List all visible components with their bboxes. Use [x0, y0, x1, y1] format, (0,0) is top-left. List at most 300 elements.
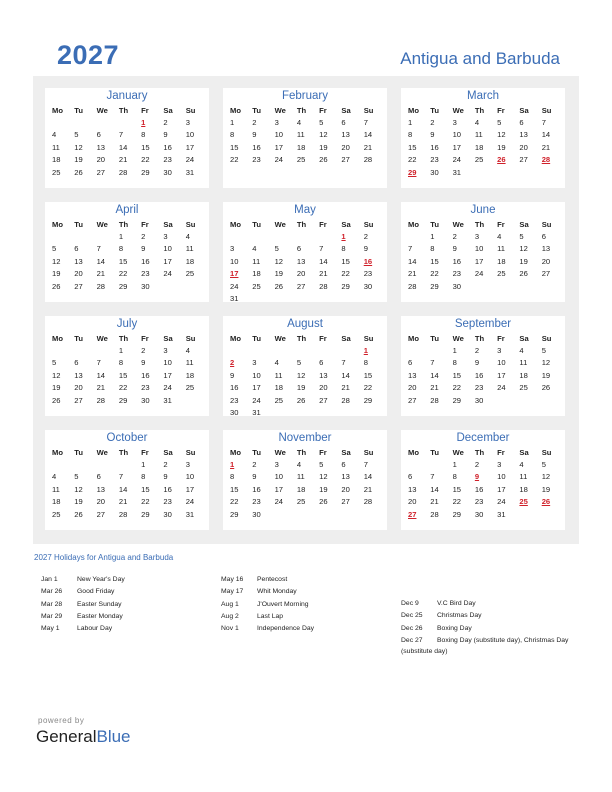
day-cell: 10 [185, 130, 195, 140]
day-cell: 29 [452, 509, 462, 519]
day-cell: 25 [52, 509, 61, 519]
day-cell: 18 [519, 370, 528, 380]
month-name: October [106, 432, 148, 444]
month-name: April [115, 204, 139, 216]
day-cell: 7 [363, 460, 368, 469]
day-cell: 3 [185, 118, 190, 127]
holiday-date: May 16 [221, 576, 244, 583]
holiday-date: May 1 [41, 625, 60, 633]
empty-cell [227, 345, 249, 357]
day-cell: 27 [74, 395, 83, 405]
day-cell: 24 [163, 383, 172, 393]
empty-cell [249, 231, 271, 243]
weekday-label: Th [474, 448, 485, 457]
day-cell: 20 [341, 142, 350, 152]
day-cell: 30 [474, 395, 484, 405]
day-cell: 26 [274, 281, 284, 291]
day-cell: 27 [408, 395, 417, 405]
empty-cell [338, 345, 360, 357]
day-cell: 12 [52, 256, 61, 266]
day-cell: 27 [296, 281, 306, 291]
day-grid [45, 117, 209, 179]
day-cell: 30 [141, 281, 150, 291]
weekday-label: Mo [230, 220, 241, 229]
day-cell: 10 [163, 358, 172, 368]
weekday-label: Th [118, 220, 129, 229]
weekday-header [223, 333, 387, 345]
day-cell: 25 [185, 269, 195, 279]
weekday-header [223, 105, 387, 117]
day-cell: 21 [96, 269, 106, 279]
day-cell: 8 [452, 472, 457, 482]
holiday-date: Dec 27 [401, 636, 423, 644]
day-cell: 16 [252, 142, 261, 152]
month-name: August [287, 318, 323, 330]
day-cell: 17 [163, 256, 172, 266]
day-cell: 10 [452, 130, 462, 140]
holiday-day-cell: 1 [230, 460, 235, 469]
month-august [223, 316, 387, 416]
day-cell: 15 [230, 142, 239, 152]
holiday-name: Independence Day [257, 625, 315, 633]
holiday-row [41, 599, 211, 611]
day-cell: 5 [52, 244, 57, 254]
day-cell: 18 [185, 256, 195, 266]
day-cell: 20 [296, 269, 306, 279]
day-cell: 14 [363, 130, 373, 140]
day-cell: 17 [497, 484, 506, 494]
day-cell: 5 [274, 244, 279, 254]
month-february [223, 88, 387, 188]
day-cell: 23 [163, 497, 172, 507]
day-cell: 19 [274, 269, 284, 279]
holiday-date: May 17 [221, 588, 244, 596]
day-cell: 13 [408, 484, 417, 494]
calendar-panel [33, 76, 579, 544]
day-cell: 22 [452, 497, 462, 507]
day-cell: 13 [341, 472, 350, 482]
holiday-row [41, 574, 211, 586]
day-cell: 1 [452, 346, 457, 355]
day-cell: 16 [141, 370, 150, 380]
day-cell: 28 [430, 509, 439, 519]
holiday-date: Dec 25 [401, 612, 423, 620]
day-cell: 18 [52, 497, 61, 507]
empty-cell [116, 117, 138, 129]
day-cell: 6 [96, 130, 101, 140]
day-cell: 6 [341, 460, 346, 469]
weekday-label: We [96, 220, 108, 229]
day-cell: 23 [163, 155, 172, 165]
weekday-label: We [452, 334, 464, 343]
day-cell: 13 [96, 142, 106, 152]
day-cell: 25 [497, 269, 506, 279]
day-cell: 17 [274, 484, 284, 494]
weekday-label: Mo [230, 106, 241, 115]
day-cell: 26 [74, 509, 83, 519]
day-cell: 22 [363, 383, 373, 393]
day-cell: 29 [141, 509, 150, 519]
day-cell: 10 [185, 472, 195, 482]
day-cell: 10 [274, 130, 284, 140]
holiday-name: Labour Day [77, 625, 113, 633]
day-cell: 12 [497, 130, 506, 140]
day-cell: 10 [230, 256, 239, 266]
holiday-row [221, 586, 391, 598]
day-cell: 14 [341, 370, 350, 380]
day-cell: 24 [274, 497, 284, 507]
day-cell: 28 [319, 281, 328, 291]
day-cell: 15 [452, 484, 462, 494]
day-cell: 3 [163, 346, 168, 355]
day-cell: 19 [541, 484, 551, 494]
weekday-header [401, 447, 565, 459]
holiday-name: Last Lap [257, 612, 284, 620]
day-cell: 3 [274, 460, 279, 469]
day-cell: 11 [296, 472, 305, 482]
day-cell: 11 [52, 484, 60, 494]
day-cell: 6 [319, 358, 324, 368]
weekday-label: Fr [141, 334, 149, 343]
day-cell: 4 [497, 232, 502, 241]
weekday-label: Th [296, 106, 307, 115]
empty-cell [94, 459, 116, 471]
empty-cell [71, 231, 93, 243]
day-cell: 12 [519, 244, 528, 254]
day-cell: 22 [141, 155, 150, 165]
empty-cell [49, 345, 71, 357]
day-cell: 29 [341, 281, 350, 291]
day-cell: 6 [74, 244, 79, 254]
weekday-label: Th [474, 334, 485, 343]
day-cell: 2 [252, 460, 257, 469]
weekday-label: Fr [319, 334, 327, 343]
day-cell: 6 [541, 232, 546, 241]
empty-cell [405, 345, 427, 357]
month-march [401, 88, 565, 188]
weekday-label: Tu [430, 220, 439, 229]
day-cell: 16 [430, 142, 439, 152]
day-grid [401, 459, 565, 521]
holiday-column-1 [41, 574, 211, 635]
generalblue-logo[interactable] [36, 727, 131, 747]
empty-cell [427, 345, 449, 357]
day-cell: 30 [452, 281, 462, 291]
day-cell: 13 [319, 370, 328, 380]
day-cell: 11 [296, 130, 305, 140]
holiday-name: Boxing Day (substitute day), Christmas Day (substitute day) [401, 636, 569, 655]
day-cell: 3 [274, 118, 279, 127]
weekday-label: Su [541, 220, 552, 229]
day-cell: 24 [163, 269, 172, 279]
weekday-label: Su [185, 334, 196, 343]
day-cell: 18 [296, 484, 306, 494]
weekday-label: Tu [430, 334, 439, 343]
day-cell: 30 [141, 395, 150, 405]
holiday-name: Pentecost [257, 576, 288, 583]
weekday-header [45, 333, 209, 345]
holiday-date: Aug 1 [221, 600, 239, 608]
holiday-day-cell: 9 [474, 472, 480, 482]
weekday-label: Fr [497, 106, 505, 115]
holiday-row [401, 635, 573, 655]
weekday-label: Fr [319, 220, 327, 229]
day-cell: 1 [408, 118, 413, 127]
day-cell: 14 [363, 472, 373, 482]
day-cell: 19 [541, 370, 551, 380]
month-october [45, 430, 209, 530]
day-cell: 22 [118, 269, 128, 279]
day-cell: 6 [408, 472, 413, 482]
month-name: December [456, 432, 510, 444]
day-cell: 12 [319, 472, 328, 482]
day-cell: 21 [408, 269, 417, 279]
day-grid [223, 459, 387, 521]
weekday-label: Sa [341, 334, 351, 343]
day-cell: 10 [497, 472, 506, 482]
day-cell: 20 [74, 383, 83, 393]
day-cell: 28 [430, 395, 439, 405]
holiday-row [221, 611, 391, 623]
day-cell: 27 [541, 269, 551, 279]
day-cell: 31 [185, 167, 195, 177]
weekday-label: We [274, 106, 286, 115]
day-cell: 26 [519, 269, 528, 279]
day-cell: 5 [74, 472, 79, 482]
empty-cell [227, 231, 249, 243]
day-cell: 26 [541, 383, 551, 393]
day-cell: 4 [519, 346, 524, 355]
day-cell: 15 [430, 256, 439, 266]
day-cell: 16 [230, 383, 239, 393]
day-cell: 11 [185, 244, 194, 254]
day-cell: 31 [497, 509, 506, 519]
day-cell: 6 [74, 358, 79, 368]
weekday-label: Su [363, 220, 374, 229]
day-cell: 10 [274, 472, 284, 482]
day-cell: 5 [519, 232, 524, 241]
holiday-day-cell: 27 [408, 509, 417, 519]
day-cell: 3 [230, 244, 235, 254]
weekday-label: Fr [497, 220, 505, 229]
weekday-label: Su [185, 106, 196, 115]
holiday-row [221, 623, 391, 635]
day-cell: 21 [363, 484, 373, 494]
holiday-row [401, 623, 573, 635]
day-cell: 18 [497, 256, 506, 266]
holiday-column-3 [401, 598, 573, 655]
day-cell: 11 [474, 130, 483, 140]
day-cell: 19 [519, 256, 528, 266]
empty-cell [94, 231, 116, 243]
weekday-label: Mo [408, 106, 419, 115]
day-cell: 7 [96, 358, 101, 368]
day-cell: 17 [474, 256, 484, 266]
brand-blue-text: Blue [96, 727, 131, 746]
day-cell: 26 [296, 395, 306, 405]
day-cell: 15 [118, 370, 128, 380]
weekday-label: Th [474, 106, 485, 115]
weekday-label: We [96, 106, 108, 115]
day-cell: 15 [141, 142, 150, 152]
day-cell: 8 [408, 130, 413, 140]
day-cell: 7 [118, 130, 124, 140]
weekday-label: We [274, 448, 286, 457]
day-cell: 30 [163, 167, 172, 177]
day-cell: 13 [296, 256, 306, 266]
day-cell: 18 [52, 155, 61, 165]
weekday-label: Sa [519, 106, 529, 115]
day-cell: 21 [430, 383, 439, 393]
day-cell: 23 [474, 497, 484, 507]
day-cell: 14 [96, 256, 106, 266]
weekday-label: Mo [52, 220, 63, 229]
holiday-date: Dec 26 [401, 624, 423, 632]
day-cell: 7 [319, 244, 324, 254]
day-cell: 28 [363, 155, 373, 165]
day-cell: 9 [163, 130, 168, 140]
day-cell: 1 [430, 232, 435, 241]
weekday-label: We [452, 106, 464, 115]
day-cell: 7 [430, 358, 435, 368]
holiday-row [41, 623, 211, 635]
day-cell: 27 [341, 497, 350, 507]
holiday-name: New Year's Day [77, 576, 125, 583]
day-cell: 26 [52, 281, 61, 291]
weekday-label: Sa [519, 220, 529, 229]
weekday-label: Su [541, 448, 552, 457]
day-cell: 7 [341, 358, 346, 368]
weekday-header [45, 219, 209, 231]
day-cell: 6 [296, 244, 302, 254]
day-cell: 11 [497, 244, 506, 254]
empty-cell [272, 231, 294, 243]
day-cell: 24 [452, 155, 462, 165]
day-cell: 30 [363, 281, 373, 291]
holiday-name: J'Ouvert Morning [257, 600, 309, 608]
day-cell: 31 [230, 293, 239, 303]
weekday-label: Fr [141, 220, 149, 229]
empty-cell [316, 231, 338, 243]
day-grid [45, 459, 209, 521]
day-cell: 17 [163, 370, 172, 380]
month-july [45, 316, 209, 416]
day-cell: 8 [230, 472, 235, 482]
weekday-label: Fr [319, 448, 327, 457]
day-cell: 16 [163, 142, 172, 152]
day-cell: 18 [274, 383, 284, 393]
day-cell: 23 [141, 383, 150, 393]
day-cell: 15 [452, 370, 462, 380]
weekday-label: We [96, 334, 108, 343]
day-cell: 27 [319, 395, 328, 405]
day-cell: 7 [118, 472, 124, 482]
empty-cell [71, 459, 93, 471]
day-grid [45, 231, 209, 293]
day-cell: 6 [408, 358, 413, 368]
day-cell: 12 [274, 256, 284, 266]
day-cell: 2 [452, 232, 457, 241]
weekday-label: Sa [341, 448, 351, 457]
weekday-label: Th [474, 220, 485, 229]
weekday-label: Fr [141, 106, 149, 115]
day-cell: 24 [497, 497, 506, 507]
day-cell: 17 [274, 142, 284, 152]
day-cell: 17 [185, 484, 195, 494]
month-december [401, 430, 565, 530]
day-cell: 2 [141, 232, 146, 241]
empty-cell [249, 345, 271, 357]
day-cell: 25 [52, 167, 61, 177]
day-cell: 11 [519, 472, 528, 482]
day-cell: 17 [185, 142, 195, 152]
holiday-day-cell: 26 [541, 497, 551, 507]
day-cell: 8 [141, 130, 146, 140]
weekday-label: Tu [74, 334, 83, 343]
holiday-row [401, 598, 573, 610]
day-cell: 20 [541, 256, 551, 266]
day-cell: 10 [474, 244, 484, 254]
day-cell: 5 [319, 118, 324, 127]
day-cell: 22 [452, 383, 462, 393]
day-cell: 2 [363, 232, 368, 241]
day-grid [401, 345, 565, 407]
holiday-day-cell: 2 [230, 358, 235, 368]
weekday-label: Sa [163, 220, 173, 229]
day-cell: 29 [118, 395, 128, 405]
month-april [45, 202, 209, 302]
day-cell: 28 [341, 395, 350, 405]
weekday-label: Su [363, 448, 374, 457]
day-cell: 4 [252, 244, 257, 254]
day-cell: 15 [230, 484, 239, 494]
month-name: January [106, 90, 148, 102]
month-name: September [454, 318, 512, 330]
holiday-name: Whit Monday [257, 588, 297, 596]
day-cell: 23 [252, 497, 261, 507]
empty-cell [49, 117, 71, 129]
day-cell: 18 [474, 142, 484, 152]
day-cell: 24 [252, 395, 261, 405]
holiday-name: V.C Bird Day [437, 600, 476, 607]
day-cell: 5 [319, 460, 324, 469]
day-cell: 12 [319, 130, 328, 140]
weekday-label: Mo [52, 106, 63, 115]
day-cell: 19 [497, 142, 506, 152]
day-cell: 1 [452, 460, 457, 469]
weekday-header [45, 105, 209, 117]
weekday-label: Tu [430, 106, 439, 115]
weekday-label: Th [296, 220, 307, 229]
weekday-label: Mo [408, 334, 419, 343]
empty-cell [71, 345, 93, 357]
day-cell: 28 [96, 281, 106, 291]
day-grid [45, 345, 209, 407]
day-cell: 21 [430, 497, 439, 507]
day-cell: 25 [185, 383, 195, 393]
day-cell: 1 [118, 346, 124, 355]
day-cell: 12 [541, 358, 551, 368]
holiday-date: Dec 9 [401, 600, 419, 607]
day-cell: 23 [141, 269, 150, 279]
day-cell: 28 [408, 281, 417, 291]
empty-cell [316, 345, 338, 357]
day-cell: 9 [252, 472, 257, 482]
day-cell: 22 [230, 155, 239, 165]
day-cell: 10 [163, 244, 172, 254]
day-grid [223, 117, 387, 167]
day-cell: 3 [497, 460, 502, 469]
